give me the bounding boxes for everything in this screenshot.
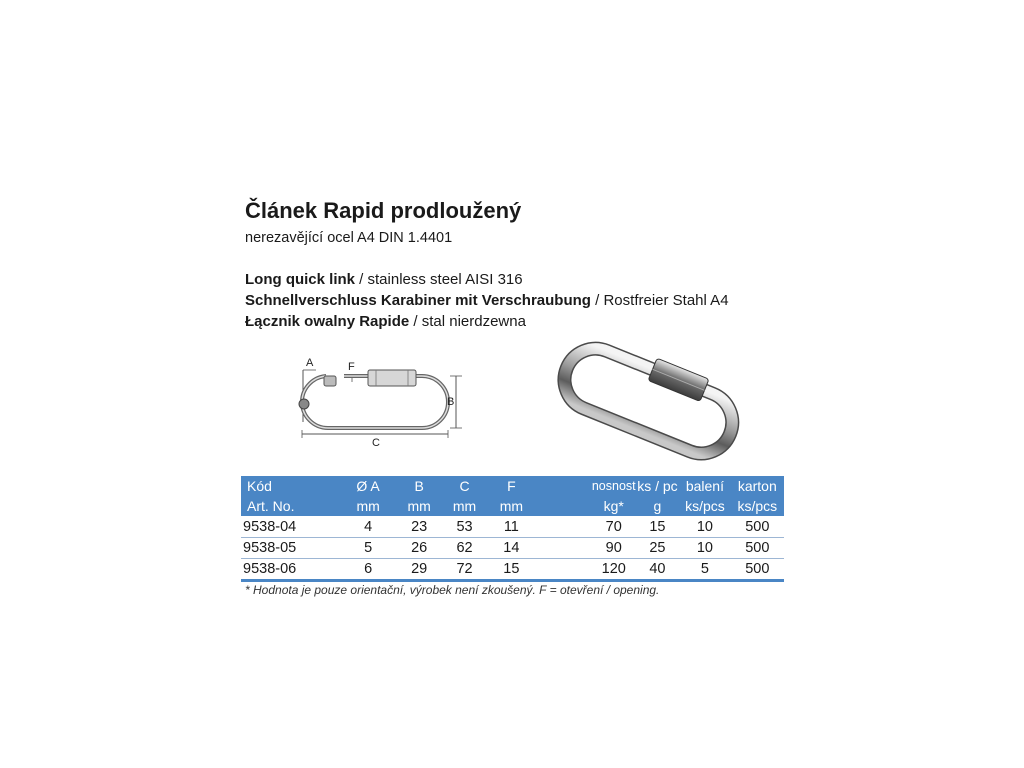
cell-c: 53	[441, 517, 488, 538]
cell-c: 72	[441, 559, 488, 581]
col-unit-pack: ks/pcs	[679, 496, 730, 517]
product-title: Článek Rapid prodloužený	[245, 198, 522, 223]
spec-table	[241, 476, 784, 582]
cell-carton: 500	[731, 517, 784, 538]
material-de: / Rostfreier Stahl A4	[590, 292, 729, 309]
cell-carton: 500	[731, 559, 784, 581]
table-header-units-row	[241, 496, 784, 517]
label-f: F	[348, 361, 355, 373]
cell-spacer	[535, 559, 592, 581]
col-unit-code: Art. No.	[241, 496, 339, 517]
name-de: Schnellverschluss Karabiner mit Verschraubung	[245, 292, 591, 309]
material-en: / stainless steel AISI 316	[355, 271, 523, 288]
dimension-diagram	[296, 352, 476, 447]
col-header-carton: karton	[731, 476, 784, 496]
cell-code: 9538-04	[241, 517, 339, 538]
cell-load: 120	[592, 559, 636, 581]
cell-a: 5	[339, 538, 397, 559]
cell-weight: 40	[636, 559, 680, 581]
cell-a: 6	[339, 559, 397, 581]
description-de	[245, 292, 729, 309]
table-row	[241, 538, 784, 559]
cell-load: 90	[592, 538, 636, 559]
col-header-load: nosnost	[592, 476, 636, 496]
cell-f: 14	[488, 538, 535, 559]
table-header-row	[241, 476, 784, 496]
cell-b: 26	[397, 538, 441, 559]
cell-spacer	[535, 517, 592, 538]
cell-pack: 10	[679, 517, 730, 538]
cell-weight: 15	[636, 517, 680, 538]
cell-pack: 5	[679, 559, 730, 581]
col-header-spacer	[535, 476, 592, 496]
cell-code: 9538-06	[241, 559, 339, 581]
label-b: B	[447, 396, 455, 408]
cell-b: 29	[397, 559, 441, 581]
material-pl: / stal nierdzewna	[409, 313, 526, 330]
name-en: Long quick link	[245, 271, 356, 288]
col-unit-load: kg*	[592, 496, 636, 517]
cell-pack: 10	[679, 538, 730, 559]
cell-spacer	[535, 538, 592, 559]
cell-code: 9538-05	[241, 538, 339, 559]
col-unit-b: mm	[397, 496, 441, 517]
table-row	[241, 559, 784, 581]
col-header-pack: balení	[679, 476, 730, 496]
product-material-cz: nerezavějící ocel A4 DIN 1.4401	[245, 230, 453, 246]
label-a: A	[306, 357, 314, 369]
description-en	[245, 271, 523, 288]
cell-weight: 25	[636, 538, 680, 559]
col-header-c: C	[441, 476, 488, 496]
cell-a: 4	[339, 517, 397, 538]
cell-load: 70	[592, 517, 636, 538]
cell-f: 15	[488, 559, 535, 581]
col-header-a: Ø A	[339, 476, 397, 496]
col-header-f: F	[488, 476, 535, 496]
cell-b: 23	[397, 517, 441, 538]
col-unit-carton: ks/pcs	[731, 496, 784, 517]
product-photo	[548, 340, 748, 465]
name-pl: Łącznik owalny Rapide	[245, 313, 410, 330]
col-unit-spacer	[535, 496, 592, 517]
col-unit-a: mm	[339, 496, 397, 517]
label-c: C	[372, 437, 380, 447]
cell-carton: 500	[731, 538, 784, 559]
cell-f: 11	[488, 517, 535, 538]
table-row	[241, 517, 784, 538]
col-header-code: Kód	[241, 476, 339, 496]
col-unit-f: mm	[488, 496, 535, 517]
col-unit-weight: g	[636, 496, 680, 517]
cell-c: 62	[441, 538, 488, 559]
col-unit-c: mm	[441, 496, 488, 517]
col-header-weight: ks / pc	[637, 478, 678, 494]
description-pl	[245, 313, 526, 330]
col-header-b: B	[397, 476, 441, 496]
footnote: * Hodnota je pouze orientační, výrobek není zkoušený. F = otevření / opening.	[245, 583, 660, 597]
